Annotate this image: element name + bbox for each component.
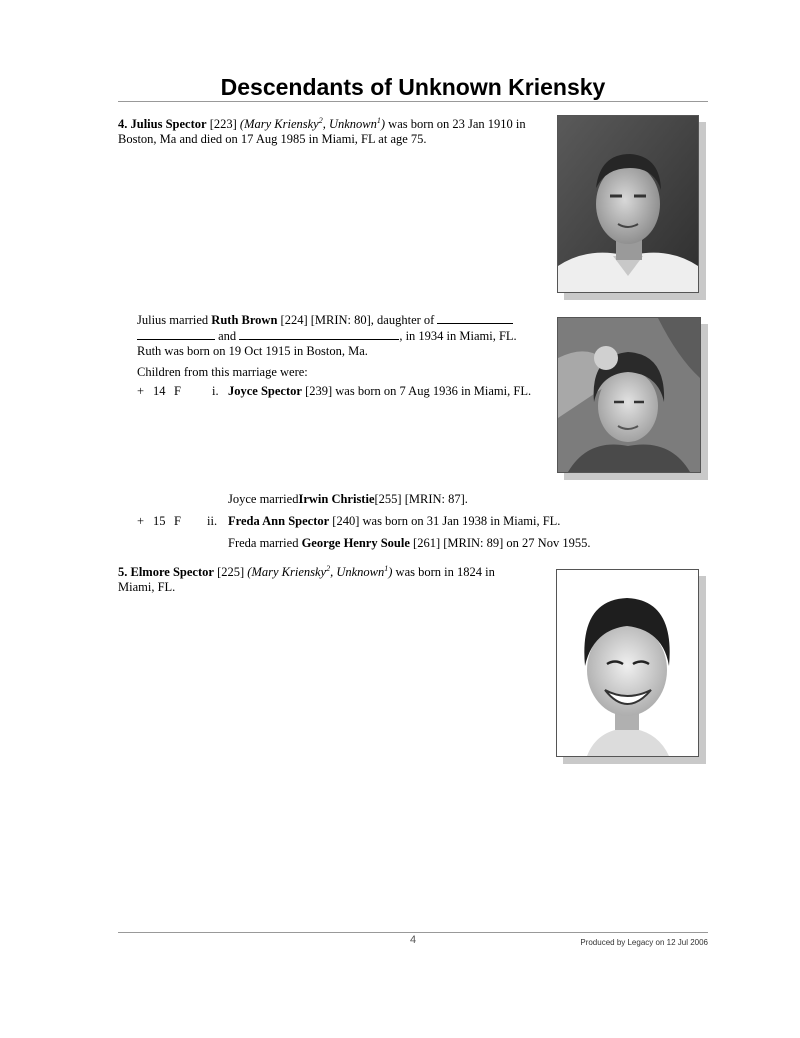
- blank-field-mother-second: [239, 328, 399, 340]
- entry-julius-spector: [118, 117, 558, 147]
- header-rule: [118, 101, 708, 102]
- children-header: Children from this marriage were:: [137, 365, 308, 379]
- blank-field-mother-first: [137, 328, 215, 340]
- child-number: 14: [153, 384, 166, 398]
- produced-by: Produced by Legacy on 12 Jul 2006: [580, 938, 708, 947]
- entry-line-2: Boston, Ma and died on 17 Aug 1985 in Miami, FL at age 75.: [118, 132, 427, 146]
- marriage-line-1: Julius married Ruth Brown [224] [MRIN: 80], daughter of: [137, 312, 557, 328]
- child-number: 15: [153, 514, 166, 528]
- person-id: [223]: [209, 117, 237, 131]
- child-marriage-freda: Freda married George Henry Soule [261] [MRIN: 89] on 27 Nov 1955.: [228, 536, 591, 550]
- entry-elmore-spector: [118, 565, 548, 595]
- entry-line-1: [118, 117, 558, 132]
- lineage: (Mary Kriensky$^2$, Unknown$^1$): [239, 115, 386, 131]
- page-title: Descendants of Unknown Kriensky: [220, 74, 606, 100]
- child-roman: i.: [212, 384, 219, 398]
- child-text: Freda Ann Spector [240] was born on 31 Jan 1938 in Miami, FL.: [228, 514, 561, 528]
- child-plus: +: [137, 384, 145, 398]
- entry-line-2: Miami, FL.: [118, 580, 176, 594]
- marriage-paragraph: [137, 312, 557, 380]
- page-number: 4: [409, 934, 417, 946]
- person-name: Elmore Spector: [130, 565, 214, 579]
- photo-ruth-brown: [557, 317, 701, 473]
- entry-number: 5.: [118, 565, 128, 579]
- spouse-birth: Ruth was born on 19 Oct 1915 in Boston, Ma.: [137, 344, 368, 358]
- photo-elmore-spector: [556, 569, 699, 757]
- person-name: Julius Spector: [130, 117, 207, 131]
- child-sex: F: [174, 514, 181, 528]
- child-marriage-joyce: Joyce marriedIrwin Christie[255] [MRIN: 87].: [228, 492, 468, 506]
- child-plus: +: [137, 514, 145, 528]
- person-id: [225]: [217, 565, 245, 579]
- spouse-name: Ruth Brown: [211, 313, 278, 327]
- entry-line-1-text: was born on 23 Jan 1910 in: [388, 117, 526, 131]
- lineage: (Mary Kriensky$^2$, Unknown$^1$): [247, 563, 393, 579]
- marriage-line-2: and , in 1934 in Miami, FL.: [137, 328, 557, 344]
- blank-field-father: [437, 312, 513, 324]
- entry-line-1-text: was born in 1824 in: [395, 565, 495, 579]
- entry-line-1: [118, 565, 548, 580]
- child-roman: ii.: [207, 514, 218, 528]
- child-sex: F: [174, 384, 181, 398]
- photo-julius-spector: [557, 115, 699, 293]
- child-text: Joyce Spector [239] was born on 7 Aug 1936 in Miami, FL.: [228, 384, 532, 398]
- entry-number: 4.: [118, 117, 128, 131]
